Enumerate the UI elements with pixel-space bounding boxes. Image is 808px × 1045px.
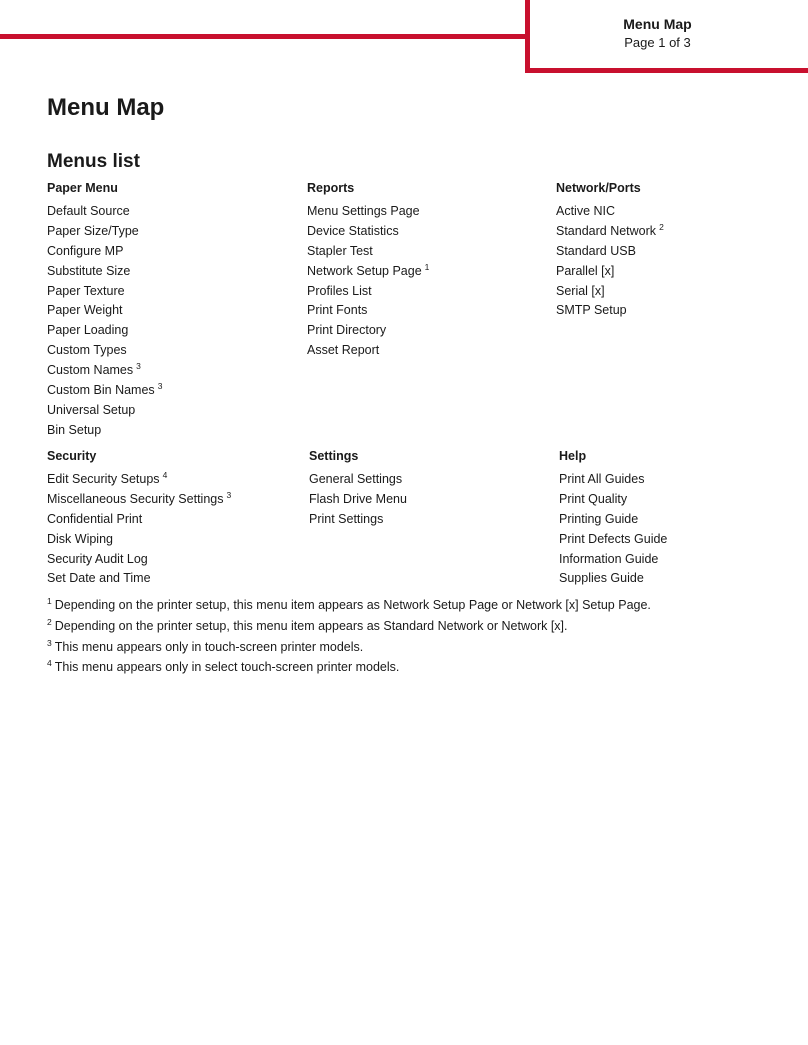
menu-list bbox=[47, 203, 162, 438]
footnote bbox=[47, 597, 787, 613]
menu-item-label: Custom Names bbox=[47, 363, 134, 378]
footnote bbox=[47, 639, 787, 655]
menu-item-label: Substitute Size bbox=[47, 263, 131, 278]
menu-item-label: Custom Bin Names bbox=[47, 383, 155, 398]
menu-item bbox=[307, 322, 429, 338]
menu-item-label: Edit Security Setups bbox=[47, 472, 160, 486]
menu-item-label: Menu Settings Page bbox=[307, 204, 420, 218]
menu-list bbox=[47, 471, 231, 586]
menu-item bbox=[47, 422, 162, 438]
footnote-text: This menu appears only in touch-screen printer models. bbox=[54, 639, 364, 654]
footnote-text: Depending on the printer setup, this menu item appears as Standard Network or Network [x]. bbox=[54, 618, 568, 633]
menu-item bbox=[556, 203, 664, 219]
menu-item bbox=[556, 263, 664, 279]
menu-item bbox=[47, 382, 162, 398]
footnote-mark: 3 bbox=[47, 637, 52, 648]
footnote-ref: 3 bbox=[136, 361, 141, 372]
menu-item bbox=[307, 283, 429, 299]
menu-item-label: Paper Size/Type bbox=[47, 223, 139, 238]
menu-item-label: Configure MP bbox=[47, 243, 124, 258]
footnote-mark: 1 bbox=[47, 596, 52, 606]
menu-item bbox=[307, 203, 429, 219]
footnote-mark: 4 bbox=[47, 658, 52, 669]
menu-item bbox=[307, 302, 429, 318]
menu-item-label: Paper Texture bbox=[47, 283, 125, 298]
column-reports bbox=[307, 179, 429, 362]
menu-item-label: Supplies Guide bbox=[559, 571, 644, 586]
page-number: Page 1 of 3 bbox=[624, 35, 691, 50]
menu-item-label: Print Settings bbox=[309, 511, 384, 526]
menu-item bbox=[556, 283, 664, 299]
menu-item-label: Parallel [x] bbox=[556, 263, 615, 278]
menu-item bbox=[47, 362, 162, 378]
footnote-ref: 1 bbox=[424, 261, 430, 272]
menu-list bbox=[559, 471, 667, 586]
menu-item bbox=[556, 302, 664, 318]
menu-item bbox=[559, 471, 667, 487]
menu-item-label: Asset Report bbox=[307, 343, 380, 358]
menu-item-label: Universal Setup bbox=[47, 402, 136, 417]
menu-item-label: Information Guide bbox=[559, 551, 659, 566]
menu-item bbox=[309, 491, 407, 507]
footnote-ref: 4 bbox=[162, 470, 168, 480]
menu-item-label: Paper Loading bbox=[47, 323, 129, 338]
footnote-ref: 3 bbox=[157, 381, 163, 392]
menu-item bbox=[47, 203, 162, 219]
column-heading: Security bbox=[47, 449, 97, 463]
menu-item-label: Standard Network bbox=[556, 223, 657, 238]
footnote-text: Depending on the printer setup, this menu item appears as Network Setup Page or Network [x] Setup Page. bbox=[54, 598, 651, 612]
page-title: Menu Map bbox=[47, 94, 165, 121]
menu-item-label: Serial [x] bbox=[556, 283, 605, 298]
menu-item-label: SMTP Setup bbox=[556, 303, 627, 318]
menu-item-label: General Settings bbox=[309, 472, 403, 486]
menu-item bbox=[47, 402, 162, 418]
column-security bbox=[47, 447, 231, 590]
menu-item-label: Default Source bbox=[47, 204, 130, 218]
menu-item-label: Flash Drive Menu bbox=[309, 491, 407, 506]
menu-item-label: Printing Guide bbox=[559, 511, 639, 526]
footnotes bbox=[47, 597, 787, 680]
menu-item-label: Print Quality bbox=[559, 491, 628, 506]
column-heading: Help bbox=[559, 449, 587, 463]
menu-item-label: Bin Setup bbox=[47, 422, 102, 437]
menu-item-label: Print Directory bbox=[307, 323, 387, 338]
column-heading: Settings bbox=[309, 449, 359, 463]
section-title: Menus list bbox=[47, 151, 140, 172]
menu-item bbox=[47, 570, 231, 586]
column-heading: Paper Menu bbox=[47, 181, 118, 195]
menu-item-label: Stapler Test bbox=[307, 243, 373, 258]
header-rule-bottom bbox=[525, 68, 808, 73]
menu-item-label: Paper Weight bbox=[47, 303, 123, 318]
menu-item bbox=[559, 491, 667, 507]
column-heading: Network/Ports bbox=[556, 181, 641, 195]
menu-item bbox=[556, 243, 664, 259]
menu-item-label: Print All Guides bbox=[559, 472, 645, 486]
menu-item bbox=[309, 471, 407, 487]
menu-item bbox=[47, 223, 162, 239]
column-heading: Reports bbox=[307, 181, 355, 195]
column-settings bbox=[309, 447, 407, 531]
menu-item bbox=[47, 491, 231, 507]
footnote-ref: 2 bbox=[659, 221, 664, 232]
footnote bbox=[47, 659, 787, 675]
menu-item bbox=[556, 223, 664, 239]
footnote-mark: 2 bbox=[47, 616, 52, 627]
menu-list bbox=[309, 471, 407, 527]
menu-item-label: Print Defects Guide bbox=[559, 531, 668, 546]
header-rule-left bbox=[0, 34, 530, 39]
menu-item bbox=[309, 511, 407, 527]
running-header-title: Menu Map bbox=[623, 16, 692, 32]
column-network-ports bbox=[556, 179, 664, 322]
menu-item-label: Print Fonts bbox=[307, 303, 368, 318]
menu-item-label: Miscellaneous Security Settings bbox=[47, 491, 224, 506]
menu-list bbox=[556, 203, 664, 318]
menu-item-label: Set Date and Time bbox=[47, 571, 151, 586]
footnote-ref: 3 bbox=[226, 489, 232, 500]
menu-item bbox=[559, 570, 667, 586]
menu-item-label: Confidential Print bbox=[47, 511, 143, 526]
running-header bbox=[530, 14, 785, 51]
footnote bbox=[47, 618, 787, 634]
menu-item bbox=[47, 302, 162, 318]
menu-item-label: Active NIC bbox=[556, 204, 616, 218]
menu-item bbox=[47, 342, 162, 358]
menu-item-label: Profiles List bbox=[307, 283, 372, 298]
menu-item bbox=[47, 551, 231, 567]
menu-item bbox=[47, 263, 162, 279]
menu-item bbox=[559, 511, 667, 527]
menu-item bbox=[307, 223, 429, 239]
menu-item bbox=[307, 342, 429, 358]
column-help bbox=[559, 447, 667, 590]
menu-item-label: Security Audit Log bbox=[47, 551, 148, 566]
column-paper-menu bbox=[47, 179, 162, 442]
menu-item-label: Custom Types bbox=[47, 343, 127, 358]
footnote-text: This menu appears only in select touch-screen printer models. bbox=[54, 660, 400, 675]
menu-item-label: Network Setup Page bbox=[307, 263, 422, 278]
menu-list bbox=[307, 203, 429, 358]
menu-item bbox=[47, 511, 231, 527]
menu-item bbox=[47, 471, 231, 487]
menu-item bbox=[559, 551, 667, 567]
menu-item bbox=[559, 531, 667, 547]
menu-item bbox=[307, 263, 429, 279]
menu-item bbox=[307, 243, 429, 259]
menu-item-label: Disk Wiping bbox=[47, 531, 113, 546]
menu-item-label: Standard USB bbox=[556, 243, 636, 258]
menu-item-label: Device Statistics bbox=[307, 223, 399, 238]
menu-item bbox=[47, 531, 231, 547]
menu-item bbox=[47, 243, 162, 259]
menu-item bbox=[47, 322, 162, 338]
menu-item bbox=[47, 283, 162, 299]
